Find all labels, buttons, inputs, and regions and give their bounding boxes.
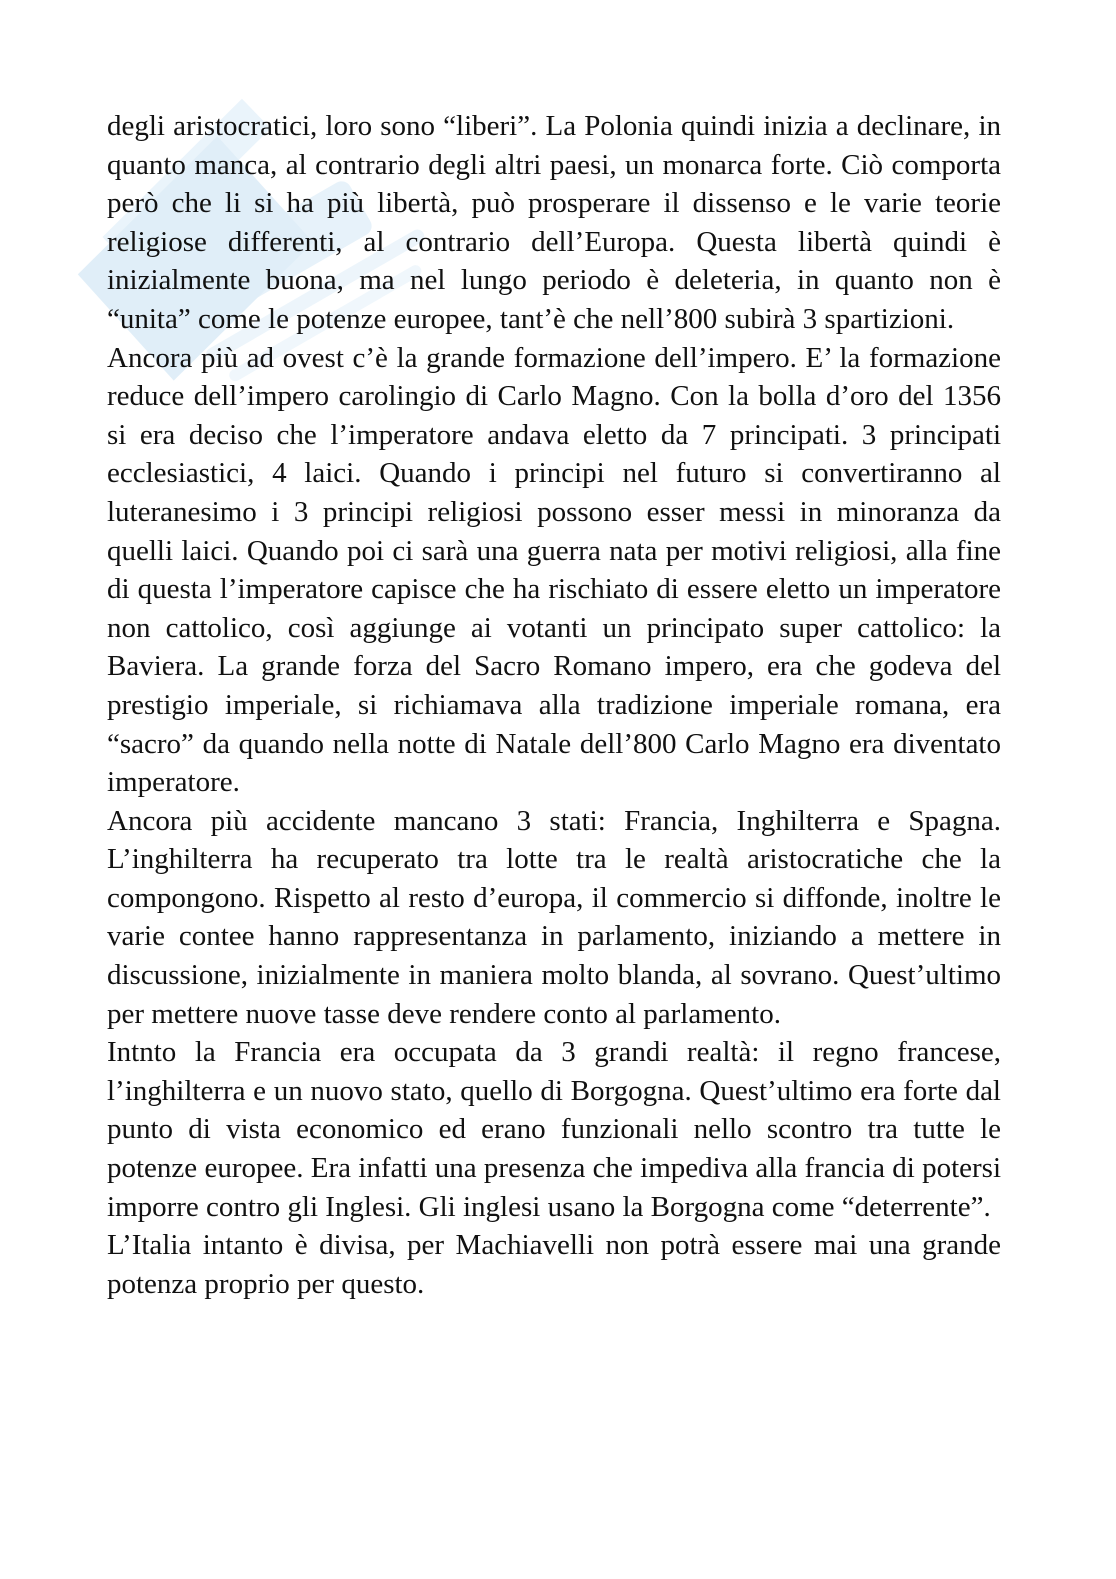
paragraph-polonia: degli aristocratici, loro sono “liberi”. La Polonia quindi inizia a declinare, in quanto manca, al contrario degli altri paesi, un monarca forte. Ciò comporta però che li si ha più libertà, può prosperare il dissenso e le varie teorie religiose differenti, al contrario dell’Europa. Questa libertà quindi è inizialmente buona, ma nel lungo periodo è deleteria, in quanto non è “unita” come le potenze europee, tant’è che nell’800 subirà 3 spartizioni. [107,110,1001,335]
document-page [107,107,1001,1303]
paragraph-inghilterra: Ancora più accidente mancano 3 stati: Francia, Inghilterra e Spagna. L’inghilterra ha recuperato tra lotte tra le realtà aristocratiche che la compongono. Rispetto al resto d’europa, il commercio si diffonde, inoltre le varie contee hanno rappresentanza in parlamento, iniziando a mettere in discussione, inizialmente in maniera molto blanda, al sovrano. Quest’ultimo per mettere nuove tasse deve rendere conto al parlamento. [107,804,1001,1030]
paragraph-francia: Intnto la Francia era occupata da 3 grandi realtà: il regno francese, l’inghilterra e un nuovo stato, quello di Borgogna. Quest’ultimo era forte dal punto di vista economico ed erano funzionali nello scontro tra tutte le potenze europee. Era infatti una presenza che impediva alla francia di potersi imporre contro gli Inglesi. Gli inglesi usano la Borgogna come “deterrente”. [107,1036,1001,1223]
paragraph-impero: Ancora più ad ovest c’è la grande formazione dell’impero. E’ la formazione reduce dell’impero carolingio di Carlo Magno. Con la bolla d’oro del 1356 si era deciso che l’imperatore andava eletto da 7 principati. 3 principati ecclesiastici, 4 laici. Quando i principi nel futuro si convertiranno al luteranesimo i 3 principi religiosi possono esser messi in minoranza da quelli laici. Quando poi ci sarà una guerra nata per motivi religiosi, alla fine di questa l’imperatore capisce che ha rischiato di essere eletto un imperatore non cattolico, così aggiunge ai votanti un principato super cattolico: la Baviera. La grande forza del Sacro Romano impero, era che godeva del prestigio imperiale, si richiamava alla tradizione imperiale romana, era “sacro” da quando nella notte di Natale dell’800 Carlo Magno era diventato imperatore. [107,341,1001,799]
paragraph-italia: L’Italia intanto è divisa, per Machiavelli non potrà essere mai una grande potenza proprio per questo. [107,1229,1001,1300]
